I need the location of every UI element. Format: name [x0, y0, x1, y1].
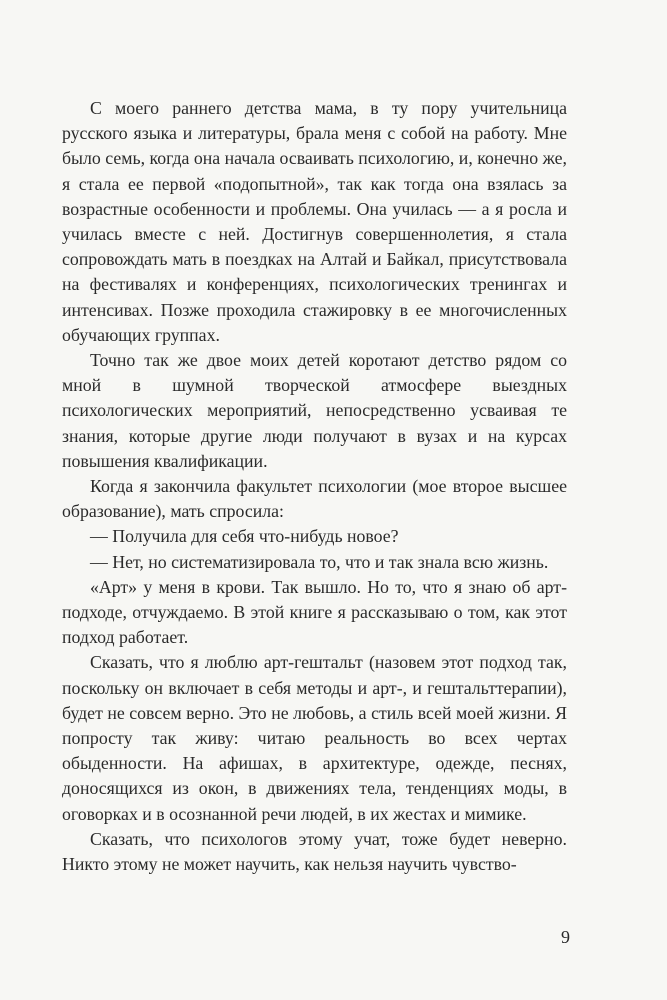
paragraph-4: — Получила для себя что-нибудь новое? [90, 526, 399, 547]
paragraph-1: С моего раннего детства мама, в ту пору учительница русского языка и литературы, брала меня с собой на работу. Мне было семь, когда она начала осваивать психологию, и, конечно же, я стала ее первой «подопытной», так как тогда она взялась за возрастные особенности и проблемы. Она училась — а я росла и училась вместе с ней. Достигнув совершеннолетия, я стала сопровождать мать в поездках на Алтай и Байкал, присутствовала на фестивалях и конференциях, психологических тренингах и интенсивах. Позже проходила стажировку в ее многочисленных обучающих группах. [62, 98, 567, 345]
paragraph-6: «Арт» у меня в крови. Так вышло. Но то, что я знаю об арт-подходе, отчуждаемо. В этой книге я рассказываю о том, как этот подход работает. [62, 576, 567, 648]
page-number: 9 [561, 927, 570, 947]
body-text [62, 96, 567, 877]
paragraph-3: Когда я закончила факультет психологии (мое второе высшее образование), мать спросила: [62, 476, 567, 522]
paragraph-7: Сказать, что я люблю арт-гештальт (назовем этот подход так, поскольку он включает в себя методы и арт-, и гештальттерапии), будет не совсем верно. Это не любовь, а стиль всей моей жизни. Я попросту так живу: читаю реальность во всех чертах обыденности. На афишах, в архитектуре, одежде, песнях, доносящихся из окон, в движениях тела, тенденциях моды, в оговорках и в осознанной речи людей, в их жестах и мимике. [62, 652, 567, 824]
paragraph-8: Сказать, что психологов этому учат, тоже будет неверно. Никто этому не может научить, как нельзя научить чувство- [62, 828, 567, 875]
paragraph-5: — Нет, но систематизировала то, что и так знала всю жизнь. [90, 551, 549, 572]
paragraph-2: Точно так же двое моих детей коротают детство рядом со мной в шумной творческой атмосфере выездных психологических мероприятий, непосредственно усваивая те знания, которые другие люди получают в вузах и на курсах повышения квалификации. [62, 350, 567, 471]
